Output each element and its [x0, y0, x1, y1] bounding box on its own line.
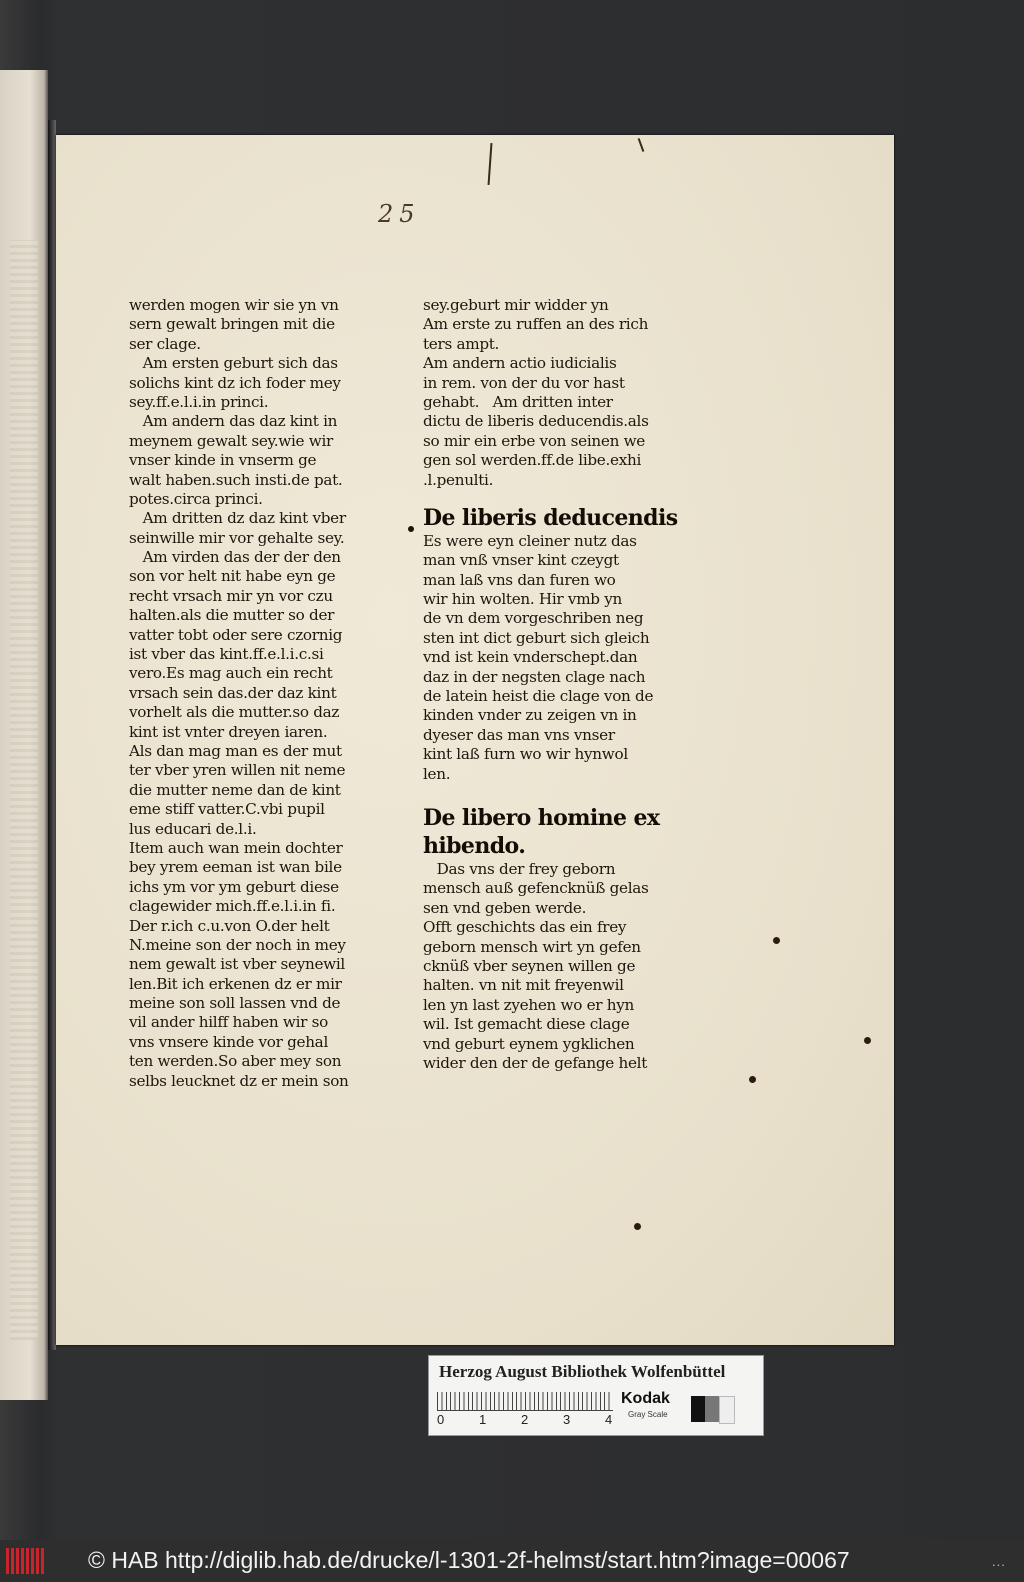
- ink-spot: [634, 1223, 641, 1230]
- text-line: sey.ff.e.l.i.in princi.: [129, 392, 269, 411]
- ruler-number: 0: [437, 1412, 445, 1427]
- text-line: de vn dem vorgeschriben neg: [423, 609, 644, 628]
- text-line: sey.geburt mir widder yn: [423, 296, 609, 314]
- text-line: wir hin wolten. Hir vmb yn: [423, 590, 623, 609]
- gray-swatch-black: [691, 1396, 705, 1422]
- text-line: sern gewalt bringen mit die: [129, 315, 335, 334]
- text-line: len.: [423, 764, 451, 783]
- text-line: len yn last zyehen wo er hyn: [423, 995, 635, 1014]
- text-line: Am ersten geburt sich das: [129, 354, 338, 373]
- paragraph-mark: [408, 526, 414, 532]
- text-line: Am dritten dz daz kint vber: [129, 509, 346, 528]
- library-name: Herzog August Bibliothek Wolfenbüttel: [439, 1362, 726, 1381]
- text-line: ist vber das kint.ff.e.l.i.c.si: [129, 645, 324, 664]
- ink-spot: [749, 1076, 756, 1083]
- text-line: eme stiff vatter.C.vbi pupil: [129, 800, 325, 819]
- ink-spot: [773, 937, 780, 944]
- text-line: .l.penulti.: [423, 470, 494, 489]
- right-mid-text: [423, 532, 663, 784]
- text-line: die mutter neme dan de kint: [129, 780, 341, 799]
- text-line: de latein heist die clage von de: [423, 687, 654, 706]
- text-line: selbs leucknet dz er mein son: [129, 1071, 349, 1090]
- right-end-text: [423, 860, 663, 1073]
- kodak-logo: Kodak: [621, 1390, 670, 1407]
- text-line: Am andern das daz kint in: [129, 412, 338, 431]
- ruler-number: 2: [521, 1412, 529, 1427]
- ruler-number: 3: [563, 1412, 571, 1427]
- text-line: meynem gewalt sey.wie wir: [129, 431, 333, 450]
- text-line: Item auch wan mein dochter: [129, 838, 343, 857]
- text-line: Der r.ich c.u.von O.der helt: [129, 916, 330, 935]
- text-line: N.meine son der noch in mey: [129, 935, 346, 954]
- text-line: vrsach sein das.der daz kint: [129, 683, 337, 702]
- text-line: nem gewalt ist vber seynewil: [129, 955, 345, 974]
- text-line: vnser kinde in vnserm ge: [129, 451, 317, 470]
- text-line: Am erste zu ruffen an des rich: [423, 315, 649, 334]
- right-intro-text: [423, 296, 663, 490]
- text-line: man vnß vnser kint czeygt: [423, 551, 619, 570]
- kodak-subtitle: Gray Scale: [628, 1410, 668, 1419]
- text-line: cknüß vber seynen willen ge: [423, 956, 636, 975]
- text-line: meine son soll lassen vnd de: [129, 994, 341, 1013]
- text-line: daz in der negsten clage nach: [423, 667, 646, 686]
- text-line: son vor helt nit habe eyn ge: [129, 567, 336, 586]
- ruler-number: 1: [479, 1412, 487, 1427]
- text-line: wider den der de gefange helt: [423, 1053, 648, 1072]
- text-line: wil. Ist gemacht diese clage: [423, 1015, 630, 1034]
- folio-number: 25: [378, 200, 421, 228]
- copyright-url[interactable]: © HAB http://diglib.hab.de/drucke/l-1301-2f-helmst/start.htm?image=00067: [88, 1547, 850, 1573]
- text-line: geborn mensch wirt yn gefen: [423, 937, 641, 956]
- text-line: vatter tobt oder sere czornig: [129, 625, 343, 644]
- text-line: gen sol werden.ff.de libe.exhi: [423, 451, 642, 470]
- color-target-card: [428, 1355, 764, 1436]
- text-line: kint laß furn wo wir hynwol: [423, 745, 628, 764]
- previous-page-edge: [0, 70, 48, 1400]
- text-line: Am andern actio iudicialis: [423, 354, 617, 373]
- text-line: len.Bit ich erkenen dz er mir: [129, 974, 342, 993]
- text-line: seinwille mir vor gehalte sey.: [129, 528, 345, 547]
- gray-swatch-white: [719, 1396, 735, 1424]
- text-line: ter vber yren willen nit neme: [129, 761, 346, 780]
- text-line: potes.circa princi.: [129, 489, 263, 508]
- text-line: ichs ym vor ym geburt diese: [129, 877, 339, 896]
- text-line: so mir ein erbe von seinen we: [423, 431, 645, 450]
- text-line: sen vnd geben werde.: [423, 898, 587, 917]
- viewer-footer: [0, 1540, 1024, 1582]
- section-heading-libero-a: De libero homine ex: [423, 804, 660, 831]
- left-text-column: [129, 296, 369, 1091]
- text-line: Offt geschichts das ein frey: [423, 918, 627, 937]
- text-line: kinden vnder zu zeigen vn in: [423, 706, 637, 725]
- gray-swatch-mid: [705, 1396, 719, 1422]
- text-line: halten.als die mutter so der: [129, 606, 335, 625]
- text-line: clagewider mich.ff.e.l.i.in fi.: [129, 897, 336, 916]
- scale-ruler: [437, 1392, 613, 1411]
- section-heading-libero-b: hibendo.: [423, 832, 526, 859]
- text-line: kint ist vnter dreyen iaren.: [129, 722, 328, 741]
- text-line: Es were eyn cleiner nutz das: [423, 531, 637, 550]
- ruler-number: 4: [605, 1412, 613, 1427]
- book-gutter: [48, 120, 56, 1350]
- hab-logo-icon: [6, 1548, 46, 1574]
- text-line: werden mogen wir sie yn vn: [129, 296, 339, 314]
- text-line: dyeser das man vns vnser: [423, 725, 615, 744]
- text-line: vnd ist kein vnderschept.dan: [423, 648, 638, 667]
- text-line: ters ampt.: [423, 334, 500, 353]
- text-line: solichs kint dz ich foder mey: [129, 373, 341, 392]
- text-line: gehabt. Am dritten inter: [423, 392, 613, 411]
- text-line: dictu de liberis deducendis.als: [423, 412, 649, 431]
- text-line: Als dan mag man es der mut: [129, 741, 342, 760]
- text-line: vnd geburt eynem ygklichen: [423, 1034, 635, 1053]
- text-line: in rem. von der du vor hast: [423, 373, 625, 392]
- ink-spot: [864, 1037, 871, 1044]
- text-line: Am virden das der der den: [129, 548, 341, 567]
- text-line: sten int dict geburt sich gleich: [423, 628, 650, 647]
- text-line: ser clage.: [129, 334, 201, 353]
- text-line: mensch auß gefencknüß gelas: [423, 879, 649, 898]
- text-line: halten. vn nit mit freyenwil: [423, 976, 624, 995]
- text-line: vil ander hilff haben wir so: [129, 1013, 328, 1032]
- text-line: vns vnsere kinde vor gehal: [129, 1032, 328, 1051]
- text-line: walt haben.such insti.de pat.: [129, 470, 343, 489]
- text-line: bey yrem eeman ist wan bile: [129, 858, 342, 877]
- section-heading-liberis: De liberis deducendis: [423, 504, 678, 531]
- text-line: vero.Es mag auch ein recht: [129, 664, 333, 683]
- text-line: lus educari de.l.i.: [129, 819, 257, 838]
- text-line: vorhelt als die mutter.so daz: [129, 703, 340, 722]
- text-line: Das vns der frey geborn: [423, 859, 616, 878]
- right-text-column: [423, 296, 678, 1073]
- more-icon[interactable]: ...: [992, 1554, 1006, 1569]
- text-line: man laß vns dan furen wo: [423, 570, 616, 589]
- text-line: recht vrsach mir yn vor czu: [129, 586, 333, 605]
- text-line: ten werden.So aber mey son: [129, 1052, 342, 1071]
